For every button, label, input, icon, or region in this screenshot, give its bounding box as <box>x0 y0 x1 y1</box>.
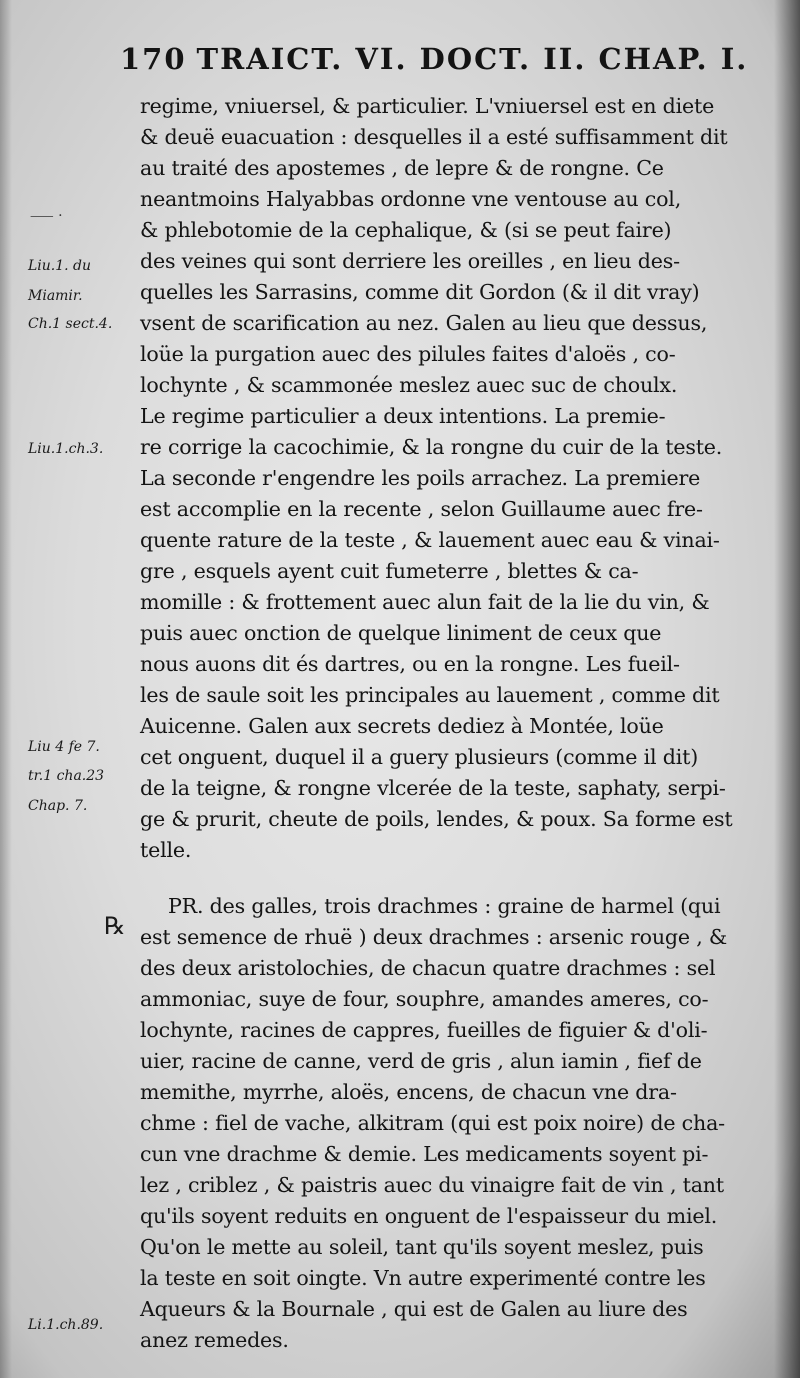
text-line: & deuë euacuation : desquelles il a esté suffisamment dit <box>140 125 728 149</box>
text-line: re corrige la cacochimie, & la rongne du cuir de la teste. <box>140 435 723 459</box>
text-line: des deux aristolochies, de chacun quatre drachmes : sel <box>140 956 716 980</box>
margin-note: tr.1 cha.23 <box>28 768 105 784</box>
text-line: Le regime particulier a deux intentions. La premie- <box>140 404 666 428</box>
text-line: les de saule soit les principales au lauement , comme dit <box>140 683 720 707</box>
page-right-shadow <box>774 0 800 1378</box>
text-line: loüe la purgation auec des pilules faites d'aloës , co- <box>140 342 676 366</box>
text-line: quelles les Sarrasins, comme dit Gordon (& il dit vray) <box>140 280 700 304</box>
page-left-shadow <box>0 0 12 1378</box>
text-line: quente rature de la teste , & lauement auec eau & vinai- <box>140 528 720 552</box>
text-line: uier, racine de canne, verd de gris , alun iamin , fief de <box>140 1049 702 1073</box>
text-line: regime, vniuersel, & particulier. L'vniuersel est en diete <box>140 94 715 118</box>
page-number: 170 <box>120 42 187 76</box>
text-line: puis auec onction de quelque liniment de ceux que <box>140 621 662 645</box>
margin-dash: ⸺ · <box>30 208 63 224</box>
margin-note: Ch.1 sect.4. <box>28 316 113 332</box>
text-line: cet onguent, duquel il a guery plusieurs (comme il dit) <box>140 745 699 769</box>
text-line: est accomplie en la recente , selon Guillaume auec fre- <box>140 497 703 521</box>
text-line: ge & prurit, cheute de poils, lendes, & poux. Sa forme est <box>140 807 733 831</box>
recipe-sign-icon: ℞ <box>104 912 126 940</box>
text-line: gre , esquels ayent cuit fumeterre , blettes & ca- <box>140 559 639 583</box>
text-line: vsent de scarification au nez. Galen au lieu que dessus, <box>140 311 708 335</box>
text-line: memithe, myrrhe, aloës, encens, de chacun vne dra- <box>140 1080 677 1104</box>
text-line: telle. <box>140 838 192 862</box>
text-line: Auicenne. Galen aux secrets dediez à Montée, loüe <box>140 714 664 738</box>
margin-note: Miamir. <box>28 288 83 304</box>
margin-note: Liu 4 fe 7. <box>28 739 100 755</box>
text-line: Aqueurs & la Bournale , qui est de Galen au liure des <box>140 1297 688 1321</box>
text-line: de la teigne, & rongne vlcerée de la teste, saphaty, serpi- <box>140 776 726 800</box>
text-line: lez , criblez , & paistris auec du vinaigre fait de vin , tant <box>140 1173 724 1197</box>
text-line: Qu'on le mette au soleil, tant qu'ils soyent meslez, puis <box>140 1235 704 1259</box>
text-line: momille : & frottement auec alun fait de la lie du vin, & <box>140 590 710 614</box>
text-line: anez remedes. <box>140 1328 289 1352</box>
text-line: lochynte , & scammonée meslez auec suc de choulx. <box>140 373 678 397</box>
text-line: lochynte, racines de cappres, fueilles de figuier & d'oli- <box>140 1018 708 1042</box>
margin-note: Liu.1.ch.3. <box>28 441 104 457</box>
text-line: La seconde r'engendre les poils arrachez. La premiere <box>140 466 701 490</box>
text-line: au traité des apostemes , de lepre & de rongne. Ce <box>140 156 664 180</box>
margin-note: Li.1.ch.89. <box>28 1317 104 1333</box>
text-line: des veines qui sont derriere les oreilles , en lieu des- <box>140 249 680 273</box>
margin-note: Chap. 7. <box>28 798 88 814</box>
text-line: nous auons dit és dartres, ou en la rongne. Les fueil- <box>140 652 680 676</box>
text-line: qu'ils soyent reduits en onguent de l'espaisseur du miel. <box>140 1204 718 1228</box>
text-line: ammoniac, suye de four, souphre, amandes ameres, co- <box>140 987 709 1011</box>
running-title: TRAICT. VI. DOCT. II. CHAP. I. <box>196 42 749 76</box>
text-line: chme : fiel de vache, alkitram (qui est poix noire) de cha- <box>140 1111 725 1135</box>
text-line: neantmoins Halyabbas ordonne vne ventouse au col, <box>140 187 682 211</box>
text-line: est semence de rhuë ) deux drachmes : arsenic rouge , & <box>140 925 728 949</box>
margin-note: Liu.1. du <box>28 258 92 274</box>
text-line: cun vne drachme & demie. Les medicaments soyent pi- <box>140 1142 709 1166</box>
running-header <box>120 42 748 76</box>
text-line: & phlebotomie de la cephalique, & (si se peut faire) <box>140 218 672 242</box>
text-line: la teste en soit oingte. Vn autre experimenté contre les <box>140 1266 706 1290</box>
text-line: PR. des galles, trois drachmes : graine de harmel (qui <box>168 894 721 918</box>
